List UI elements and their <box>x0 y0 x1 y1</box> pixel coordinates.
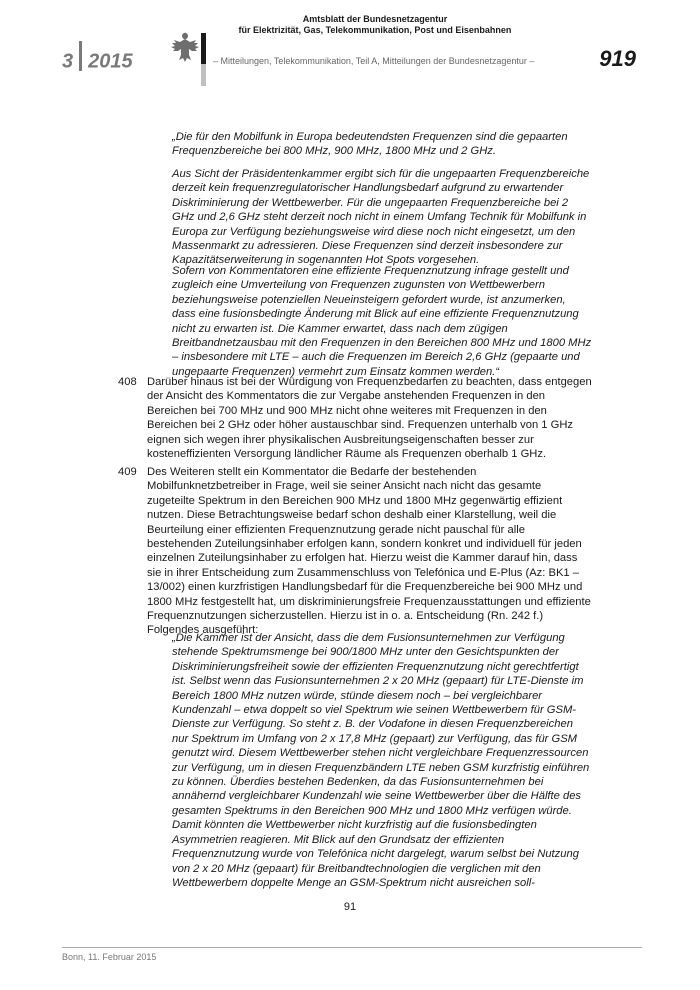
inner-page-number: 91 <box>343 901 357 913</box>
issue-label <box>62 47 133 77</box>
quote-block-3: Sofern von Kommentatoren eine effiziente Frequenznutzung infrage gestellt und zugleich eine Umverteilung von Frequenzen zugunsten von Wettbewerbern beziehungsweise potenziellen Neueinsteigern gefordert wurde, ist anzumerken, dass eine fusionsbedingte Änderung mit Blick auf eine effiziente Frequenznutzung nicht zu erwarten ist. Die Kammer erwartet, dass nach dem zügigen Breitbandnetzausbau mit den Frequenzen in den Bereichen 800 MHz und 1800 MHz – insbesondere mit LTE – auch die Frequenzen im Bereich 2,6 GHz (gepaarte und ungepaarte Frequenzen) vermehrt zum Einsatz kommen werden.“ <box>172 265 592 378</box>
publication-title-line1: Amtsblatt der Bundesnetzagentur <box>302 14 448 24</box>
quote-block-4: „Die Kammer ist der Ansicht, dass die dem Fusionsunternehmen zur Verfügung stehende Spektrumsmenge bei 900/1800 MHz unter den Gesichtspunkten der Diskriminierungsfreiheit sowie der effizienten Frequenznutzung nicht gerechtfertigt ist. Selbst wenn das Fusionsunternehmen 2 x 20 MHz (gepaart) für LTE-Dienste im Bereich 1800 MHz nutzen würde, stünde diesem noch – bei vergleichbarer Kundenzahl – etwa doppelt so viel Spektrum wie seinen Wettbewerbern für GSM-Dienste zur Verfügung. So steht z. B. der Vodafone in diesen Frequenzbereichen nur Spektrum im Umfang von 2 x 17,8 MHz (gepaart) zur Verfügung, das für GSM genutzt wird. Diesem Wettbewerber stehen nicht vergleichbare Frequenzressourcen zur Verfügung, um in diesen Frequenzbändern LTE neben GSM kurzfristig einführen zu können. Überdies bestehen Bedenken, da das Fusionsunternehmen bei annähernd vergleichbarer Kundenzahl wie seine Wettbewerber über die Hälfte des gesamten Spektrums in den Bereichen 900 MHz und 1800 MHz verfügen würde. Damit könnten die Wettbewerber nicht kurzfristig auf die fusionsbedingten Asymmetrien reagieren. Mit Blick auf den Grundsatz der effizienten Frequenznutzung wurde von Telefónica nicht dargelegt, warum selbst bei Nutzung von 2 x 20 MHz (gepaart) für Breitbandtechnologien die verglichen mit den Wettbewerbern doppelte Menge an GSM-Spektrum nicht ausreichen soll- <box>172 632 590 889</box>
federal-eagle-icon <box>170 30 200 64</box>
paragraph-408: Darüber hinaus ist bei der Würdigung von Frequenzbedarfen zu beachten, dass entgegen der Ansicht des Kommentators die zur Vergabe anstehenden Frequenzen in den Bereichen bei 700 MHz und 900 MHz nicht ohne weiteres mit Frequenzen in den Bereichen bei 2 GHz oder höher austauschbar sind. Frequenzen unterhalb von 1 GHz eignen sich wegen ihrer physikalischen Ausbreitungseigenschaften besser zur kosteneffizienten Versorgung ländlicher Räume als Frequenzen oberhalb 1 GHz. <box>147 376 592 461</box>
footer-date: Bonn, 11. Februar 2015 <box>62 952 157 962</box>
quote-block-2: Aus Sicht der Präsidentenkammer ergibt sich für die ungepaarten Frequenzbereiche derzeit kein frequenzregulatorischer Handlungsbedarf aufgrund zu erwartender Diskriminierung der Wettbewerber. Für die ungepaarten Frequenzbereiche bei 2 GHz und 2,6 GHz steht derzeit noch nicht in einem Umfang Technik für Mobilfunk in Europa zur Verfügung beziehungsweise wird diese noch nicht eingesetzt, um den Massenmarkt zu adressieren. Diese Frequenzen sind derzeit insbesondere zur Kapazitätserweiterung in sogenannten Hot Spots vorgesehen. <box>172 168 590 267</box>
quote-block-1: „Die für den Mobilfunk in Europa bedeutendsten Frequenzen sind die gepaarten Frequenzbereiche bei 800 MHz, 900 MHz, 1800 MHz und 2 GHz. <box>172 131 568 158</box>
issue-separator <box>79 41 82 71</box>
paragraph-409: Des Weiteren stellt ein Kommentator die Bedarfe der bestehenden Mobilfunknetzbetreiber in Frage, weil sie seiner Ansicht nach nicht das gesamte zugeteilte Spektrum in den Bereichen 900 MHz und 1800 MHz gegenwärtig effizient nutzen. Diese Betrachtungsweise bedarf schon deshalb einer Klarstellung, weil die Beurteilung einer effizienten Frequenznutzung gerade nicht pauschal für alle bestehenden Zuteilungsinhaber erfolgen kann, sondern konkret und individuell für jeden einzelnen Zuteilungsinhaber zu erfolgen hat. Hierzu weist die Kammer darauf hin, dass sie in ihrer Entscheidung zum Zusammenschluss von Telefónica und E-Plus (Az: BK1 – 13/002) einen kurzfristigen Handlungsbedarf für die Frequenzbereiche bei 900 MHz und 1800 MHz festgestellt hat, um diskriminierungsfreie Frequenzausstattungen und effiziente Frequenznutzungen sicherzustellen. Hierzu ist in o. a. Entscheidung (Rn. 242 f.) Folgendes ausgeführt: <box>147 466 591 637</box>
paragraph-number-409: 409 <box>118 466 137 478</box>
page-number: 919 <box>599 46 636 71</box>
header-bar-light <box>201 64 206 86</box>
issue-number: 3 <box>62 50 74 73</box>
publication-title-line2: für Elektrizität, Gas, Telekommunikation, Post und Eisenbahnen <box>238 25 512 35</box>
page-header <box>0 0 700 90</box>
publication-title <box>210 14 540 36</box>
issue-year: 2015 <box>88 50 133 73</box>
paragraph-number-408: 408 <box>118 376 137 388</box>
footer-divider <box>62 947 642 948</box>
publication-subtitle: – Mitteilungen, Telekommunikation, Teil A, Mitteilungen der Bundesnetzagentur – <box>213 56 535 66</box>
